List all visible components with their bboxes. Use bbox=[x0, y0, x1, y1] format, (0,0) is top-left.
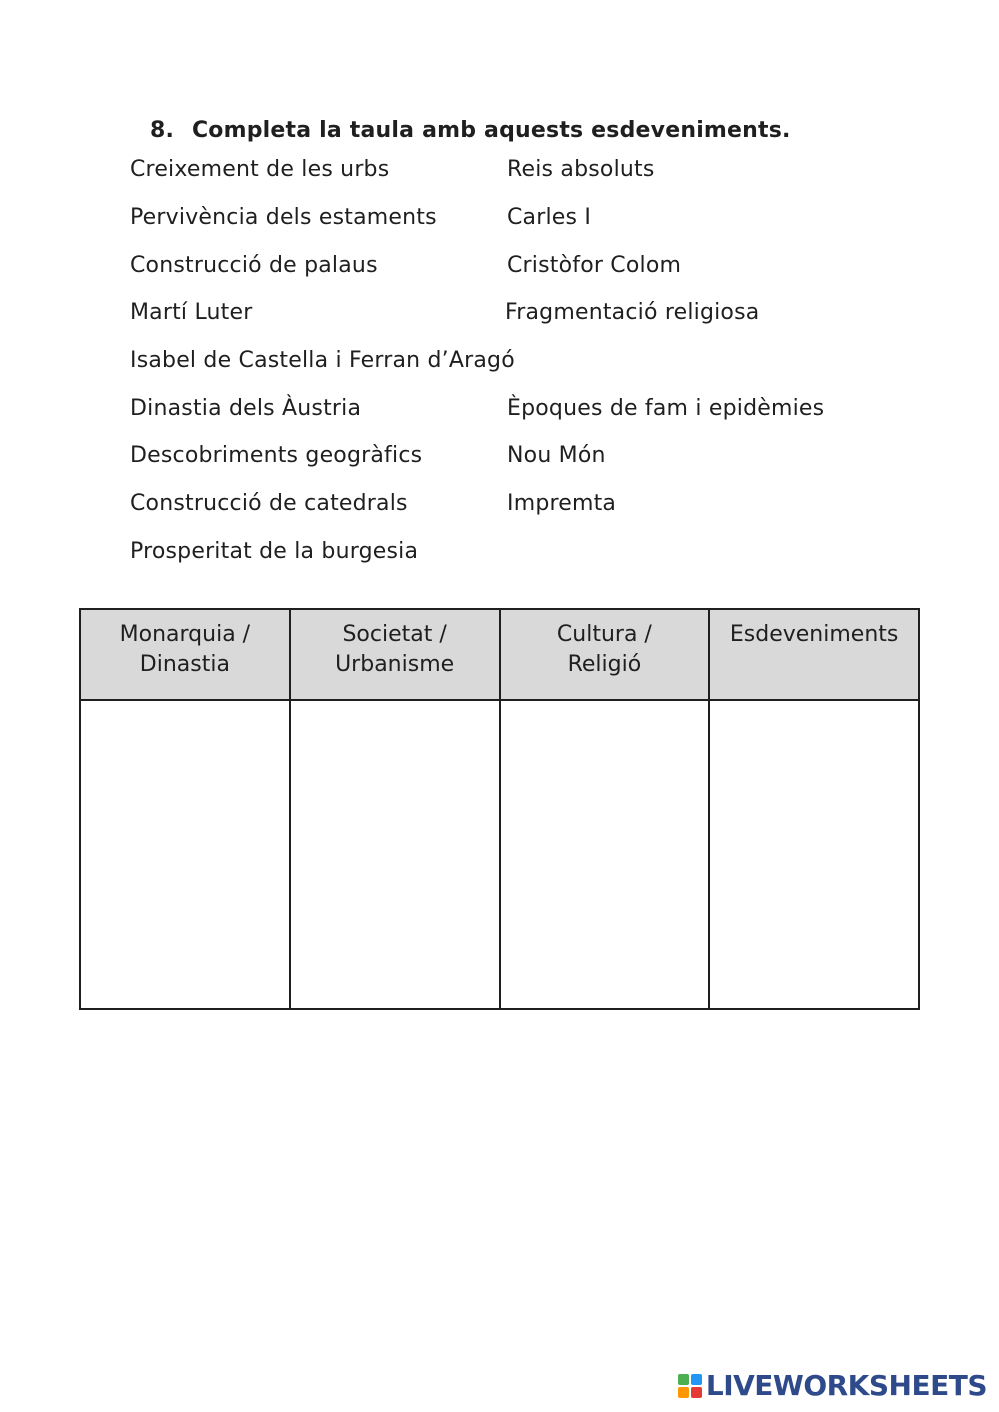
word-item: Descobriments geogràfics bbox=[130, 443, 423, 468]
header-line: Cultura / bbox=[556, 622, 652, 647]
answer-cell-monarquia[interactable] bbox=[80, 700, 290, 1009]
question-heading bbox=[150, 118, 791, 143]
header-line: Monarquia / bbox=[119, 622, 251, 647]
logo-square bbox=[691, 1387, 702, 1398]
brand-name: LIVEWORKSHEETS bbox=[705, 1369, 987, 1402]
logo-square bbox=[691, 1374, 702, 1385]
header-line: Societat / bbox=[342, 622, 447, 647]
word-item: Martí Luter bbox=[130, 300, 253, 325]
word-item: Carles I bbox=[507, 205, 592, 230]
word-item: Isabel de Castella i Ferran d’Aragó bbox=[130, 348, 515, 373]
header-line: Esdeveniments bbox=[729, 622, 899, 647]
word-item: Nou Món bbox=[507, 443, 606, 468]
header-societat bbox=[290, 609, 500, 700]
word-item: Prosperitat de la burgesia bbox=[130, 539, 419, 564]
table-row bbox=[80, 700, 919, 1009]
liveworksheets-logo-icon bbox=[678, 1374, 702, 1398]
answer-cell-cultura[interactable] bbox=[500, 700, 710, 1009]
answer-cell-esdeveniments[interactable] bbox=[709, 700, 919, 1009]
classification-table bbox=[79, 608, 920, 1010]
question-text: Completa la taula amb aquests esdeveniments. bbox=[191, 118, 791, 143]
word-item: Fragmentació religiosa bbox=[505, 300, 760, 325]
table-header-row bbox=[80, 609, 919, 700]
liveworksheets-logo bbox=[678, 1369, 987, 1402]
header-monarquia bbox=[80, 609, 290, 700]
word-item: Creixement de les urbs bbox=[130, 157, 390, 182]
word-item: Dinastia dels Àustria bbox=[130, 396, 362, 421]
word-item: Construcció de catedrals bbox=[130, 491, 408, 516]
answer-cell-societat[interactable] bbox=[290, 700, 500, 1009]
header-cultura bbox=[500, 609, 710, 700]
word-item: Pervivència dels estaments bbox=[130, 205, 437, 230]
word-item: Reis absoluts bbox=[507, 157, 655, 182]
header-line: Urbanisme bbox=[335, 652, 455, 677]
word-item: Construcció de palaus bbox=[130, 253, 378, 278]
word-item: Impremta bbox=[507, 491, 617, 516]
logo-square bbox=[678, 1387, 689, 1398]
header-line: Religió bbox=[567, 652, 642, 677]
header-esdeveniments bbox=[709, 609, 919, 700]
question-number: 8. bbox=[150, 118, 175, 143]
header-line: Dinastia bbox=[139, 652, 230, 677]
word-item: Cristòfor Colom bbox=[507, 253, 682, 278]
logo-square bbox=[678, 1374, 689, 1385]
word-item: Èpoques de fam i epidèmies bbox=[507, 396, 825, 421]
